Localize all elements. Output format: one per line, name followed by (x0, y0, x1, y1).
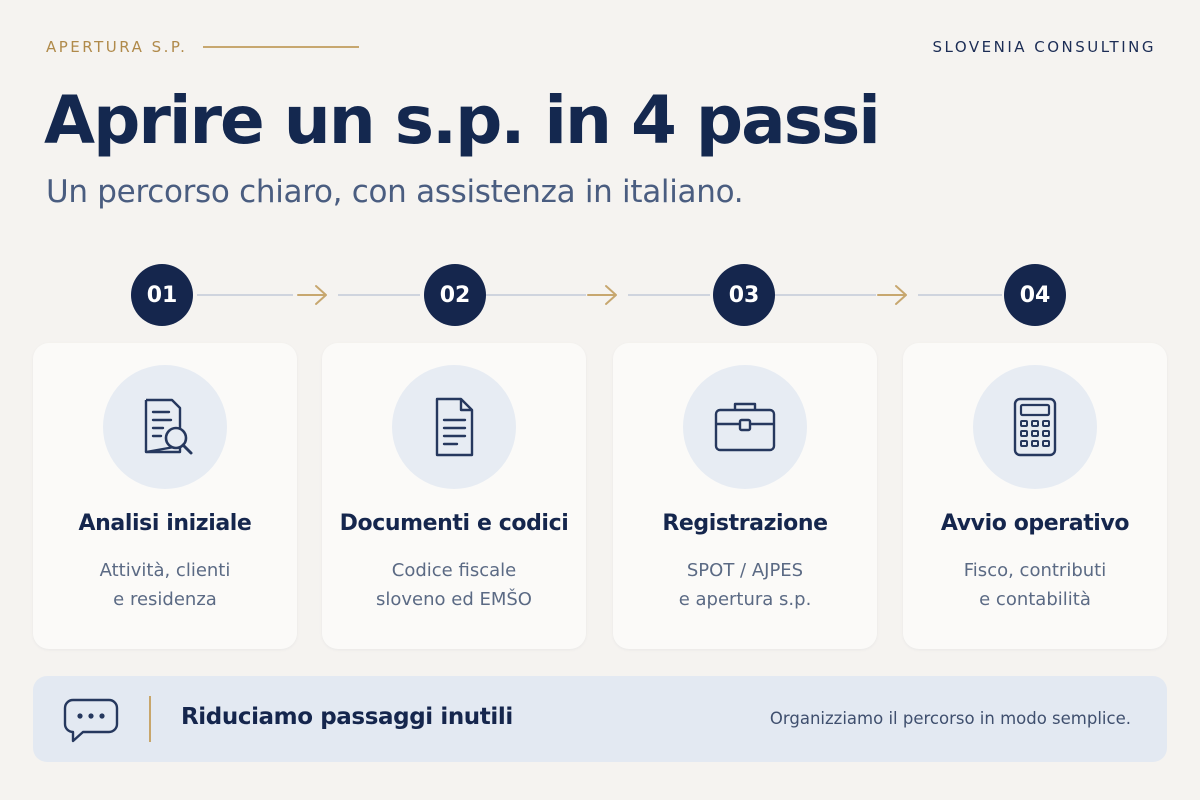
banner-title: Riduciamo passaggi inutili (181, 704, 513, 730)
step-description-line: SPOT / AJPES (686, 560, 804, 581)
briefcase-icon (710, 394, 780, 460)
icon-circle (973, 365, 1097, 489)
step-card-analisi (33, 343, 297, 649)
step-title: Analisi iniziale (78, 511, 252, 536)
step-description-line: e residenza (113, 589, 217, 610)
step-description-line: e apertura s.p. (678, 589, 812, 610)
step-description-line: sloveno ed EMŠO (376, 589, 532, 610)
step-number-badge: 03 (713, 264, 775, 326)
step-title: Avvio operativo (940, 511, 1130, 536)
step-title: Registrazione (662, 511, 828, 536)
banner-divider (149, 696, 151, 742)
banner-text: Organizziamo il percorso in modo semplice. (769, 709, 1131, 728)
connector-line (628, 294, 710, 296)
step-number-badge: 01 (131, 264, 193, 326)
step-description-line: Fisco, contributi (963, 560, 1107, 581)
brand-name: SLOVENIA CONSULTING (932, 38, 1156, 56)
step-title: Documenti e codici (339, 511, 569, 536)
step-description (33, 556, 297, 614)
info-banner (33, 676, 1167, 762)
page-subtitle: Un percorso chiaro, con assistenza in italiano. (46, 174, 744, 210)
step-card-avvio (903, 343, 1167, 649)
step-number-badge: 04 (1004, 264, 1066, 326)
connector-line (772, 294, 876, 296)
eyebrow (46, 38, 359, 56)
connector-line (197, 294, 293, 296)
step-description-line: Codice fiscale (391, 560, 517, 581)
connector-line (338, 294, 420, 296)
connector-line (918, 294, 1002, 296)
arrow-right-icon (296, 282, 330, 308)
step-description (903, 556, 1167, 614)
step-number-badge: 02 (424, 264, 486, 326)
document-search-icon (132, 394, 198, 460)
step-description-line: Attività, clienti (99, 560, 231, 581)
icon-circle (683, 365, 807, 489)
calculator-icon (1002, 394, 1068, 460)
document-icon (421, 394, 487, 460)
connector-line (486, 294, 586, 296)
page-title: Aprire un s.p. in 4 passi (44, 82, 879, 159)
step-description (322, 556, 586, 614)
step-description-line: e contabilità (979, 589, 1091, 610)
icon-circle (103, 365, 227, 489)
icon-circle (392, 365, 516, 489)
step-card-documenti (322, 343, 586, 649)
arrow-right-icon (876, 282, 910, 308)
eyebrow-label: APERTURA S.P. (46, 38, 188, 56)
step-description (613, 556, 877, 614)
step-timeline (0, 264, 1200, 326)
eyebrow-rule (203, 46, 359, 48)
arrow-right-icon (586, 282, 620, 308)
chat-bubble-icon (63, 696, 119, 744)
step-card-registrazione (613, 343, 877, 649)
